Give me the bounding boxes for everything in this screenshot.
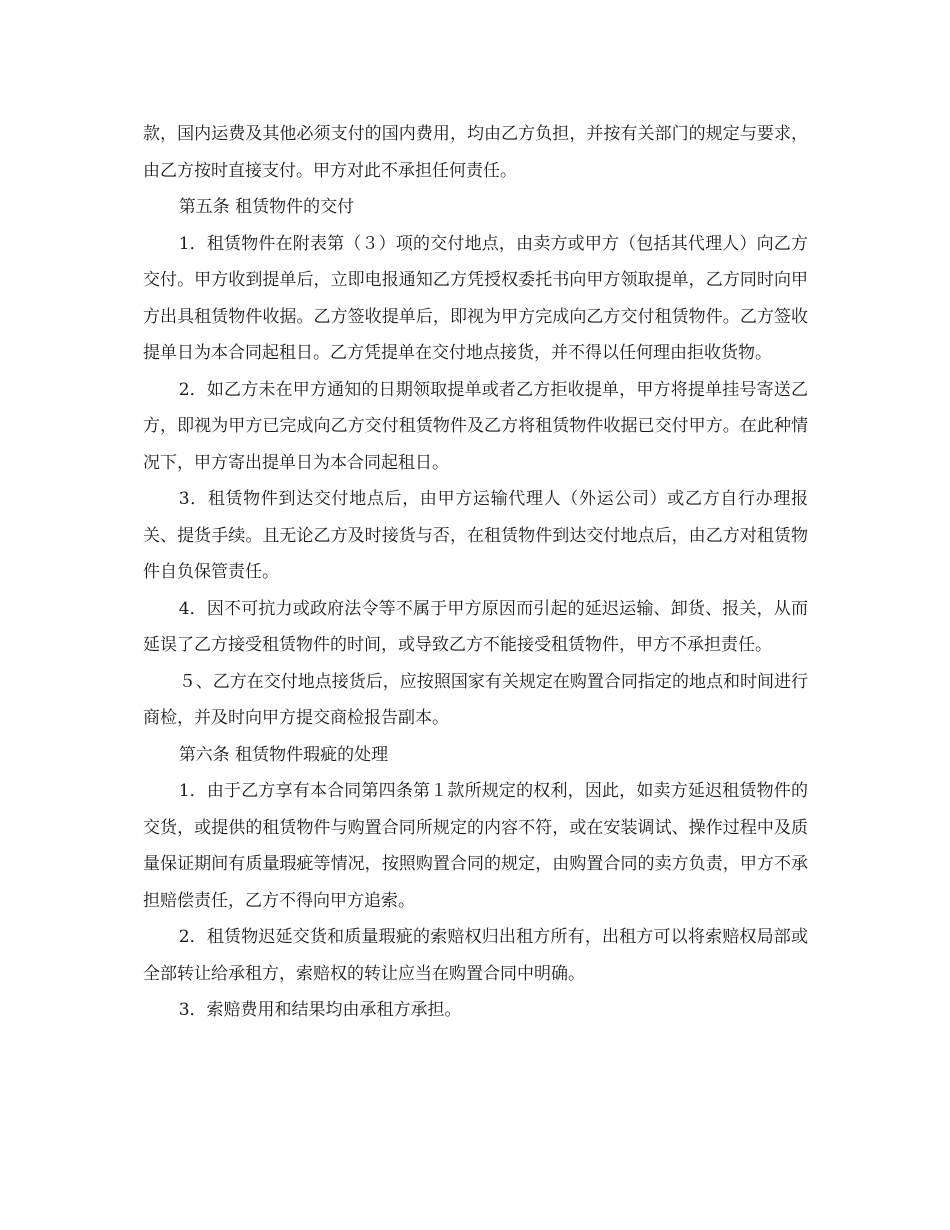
article-6-clause-2: 2．租赁物迟延交货和质量瑕疵的索赔权归出租方所有，出租方可以将索赔权局部或全部转让给承租方，索赔权的转让应当在购置合同中明确。 [143,927,808,984]
article-5-clause-4: 4．因不可抗力或政府法令等不属于甲方原因而引起的延迟运输、卸货、报关，从而延误了乙方接受租赁物件的时间，或导致乙方不能接受租赁物件，甲方不承担责任。 [143,598,808,655]
article-5-clause-1: 1．租赁物件在附表第（３）项的交付地点，由卖方或甲方（包括其代理人）向乙方交付。甲方收到提单后，立即电报通知乙方凭授权委托书向甲方领取提单，乙方同时向甲方出具租赁物件收据。乙方签收提单后，即视为甲方完成向乙方交付租赁物件。乙方签收提单日为本合同起租日。乙方凭提单在交付地点接货，并不得以任何理由拒收货物。 [143,233,808,363]
article-6-heading: 第六条 租赁物件瑕疵的处理 [178,744,389,765]
article-6-clause-1: 1．由于乙方享有本合同第四条第１款所规定的权利，因此，如卖方延迟租赁物件的交货，或提供的租赁物件与购置合同所规定的内容不符，或在安装调试、操作过程中及质量保证期间有质量瑕疵等情况，按照购置合同的规定，由购置合同的卖方负责，甲方不承担赔偿责任，乙方不得向甲方追索。 [143,781,808,911]
article-5-heading: 第五条 租赁物件的交付 [178,197,355,217]
article-5-clause-5: ５、乙方在交付地点接货后，应按照国家有关规定在购置合同指定的地点和时间进行商检，并及时向甲方提交商检报告副本。 [143,671,808,728]
article-5-clause-3: 3．租赁物件到达交付地点后，由甲方运输代理人（外运公司）或乙方自行办理报关、提货手续。且无论乙方及时接货与否，在租赁物件到达交付地点后，由乙方对租赁物件自负保管责任。 [143,489,808,582]
document-body [143,116,808,1029]
paragraph-continuation: 款，国内运费及其他必须支付的国内费用，均由乙方负担，并按有关部门的规定与要求，由乙方按时直接支付。甲方对此不承担任何责任。 [143,124,808,181]
article-5-clause-2: 2．如乙方未在甲方通知的日期领取提单或者乙方拒收提单，甲方将提单挂号寄送乙方，即视为甲方已完成向乙方交付租赁物件及乙方将租赁物件收据已交付甲方。在此种情况下，甲方寄出提单日为本合同起租日。 [143,379,808,473]
article-6-clause-3: 3．索赔费用和结果均由承租方承担。 [178,1000,462,1020]
